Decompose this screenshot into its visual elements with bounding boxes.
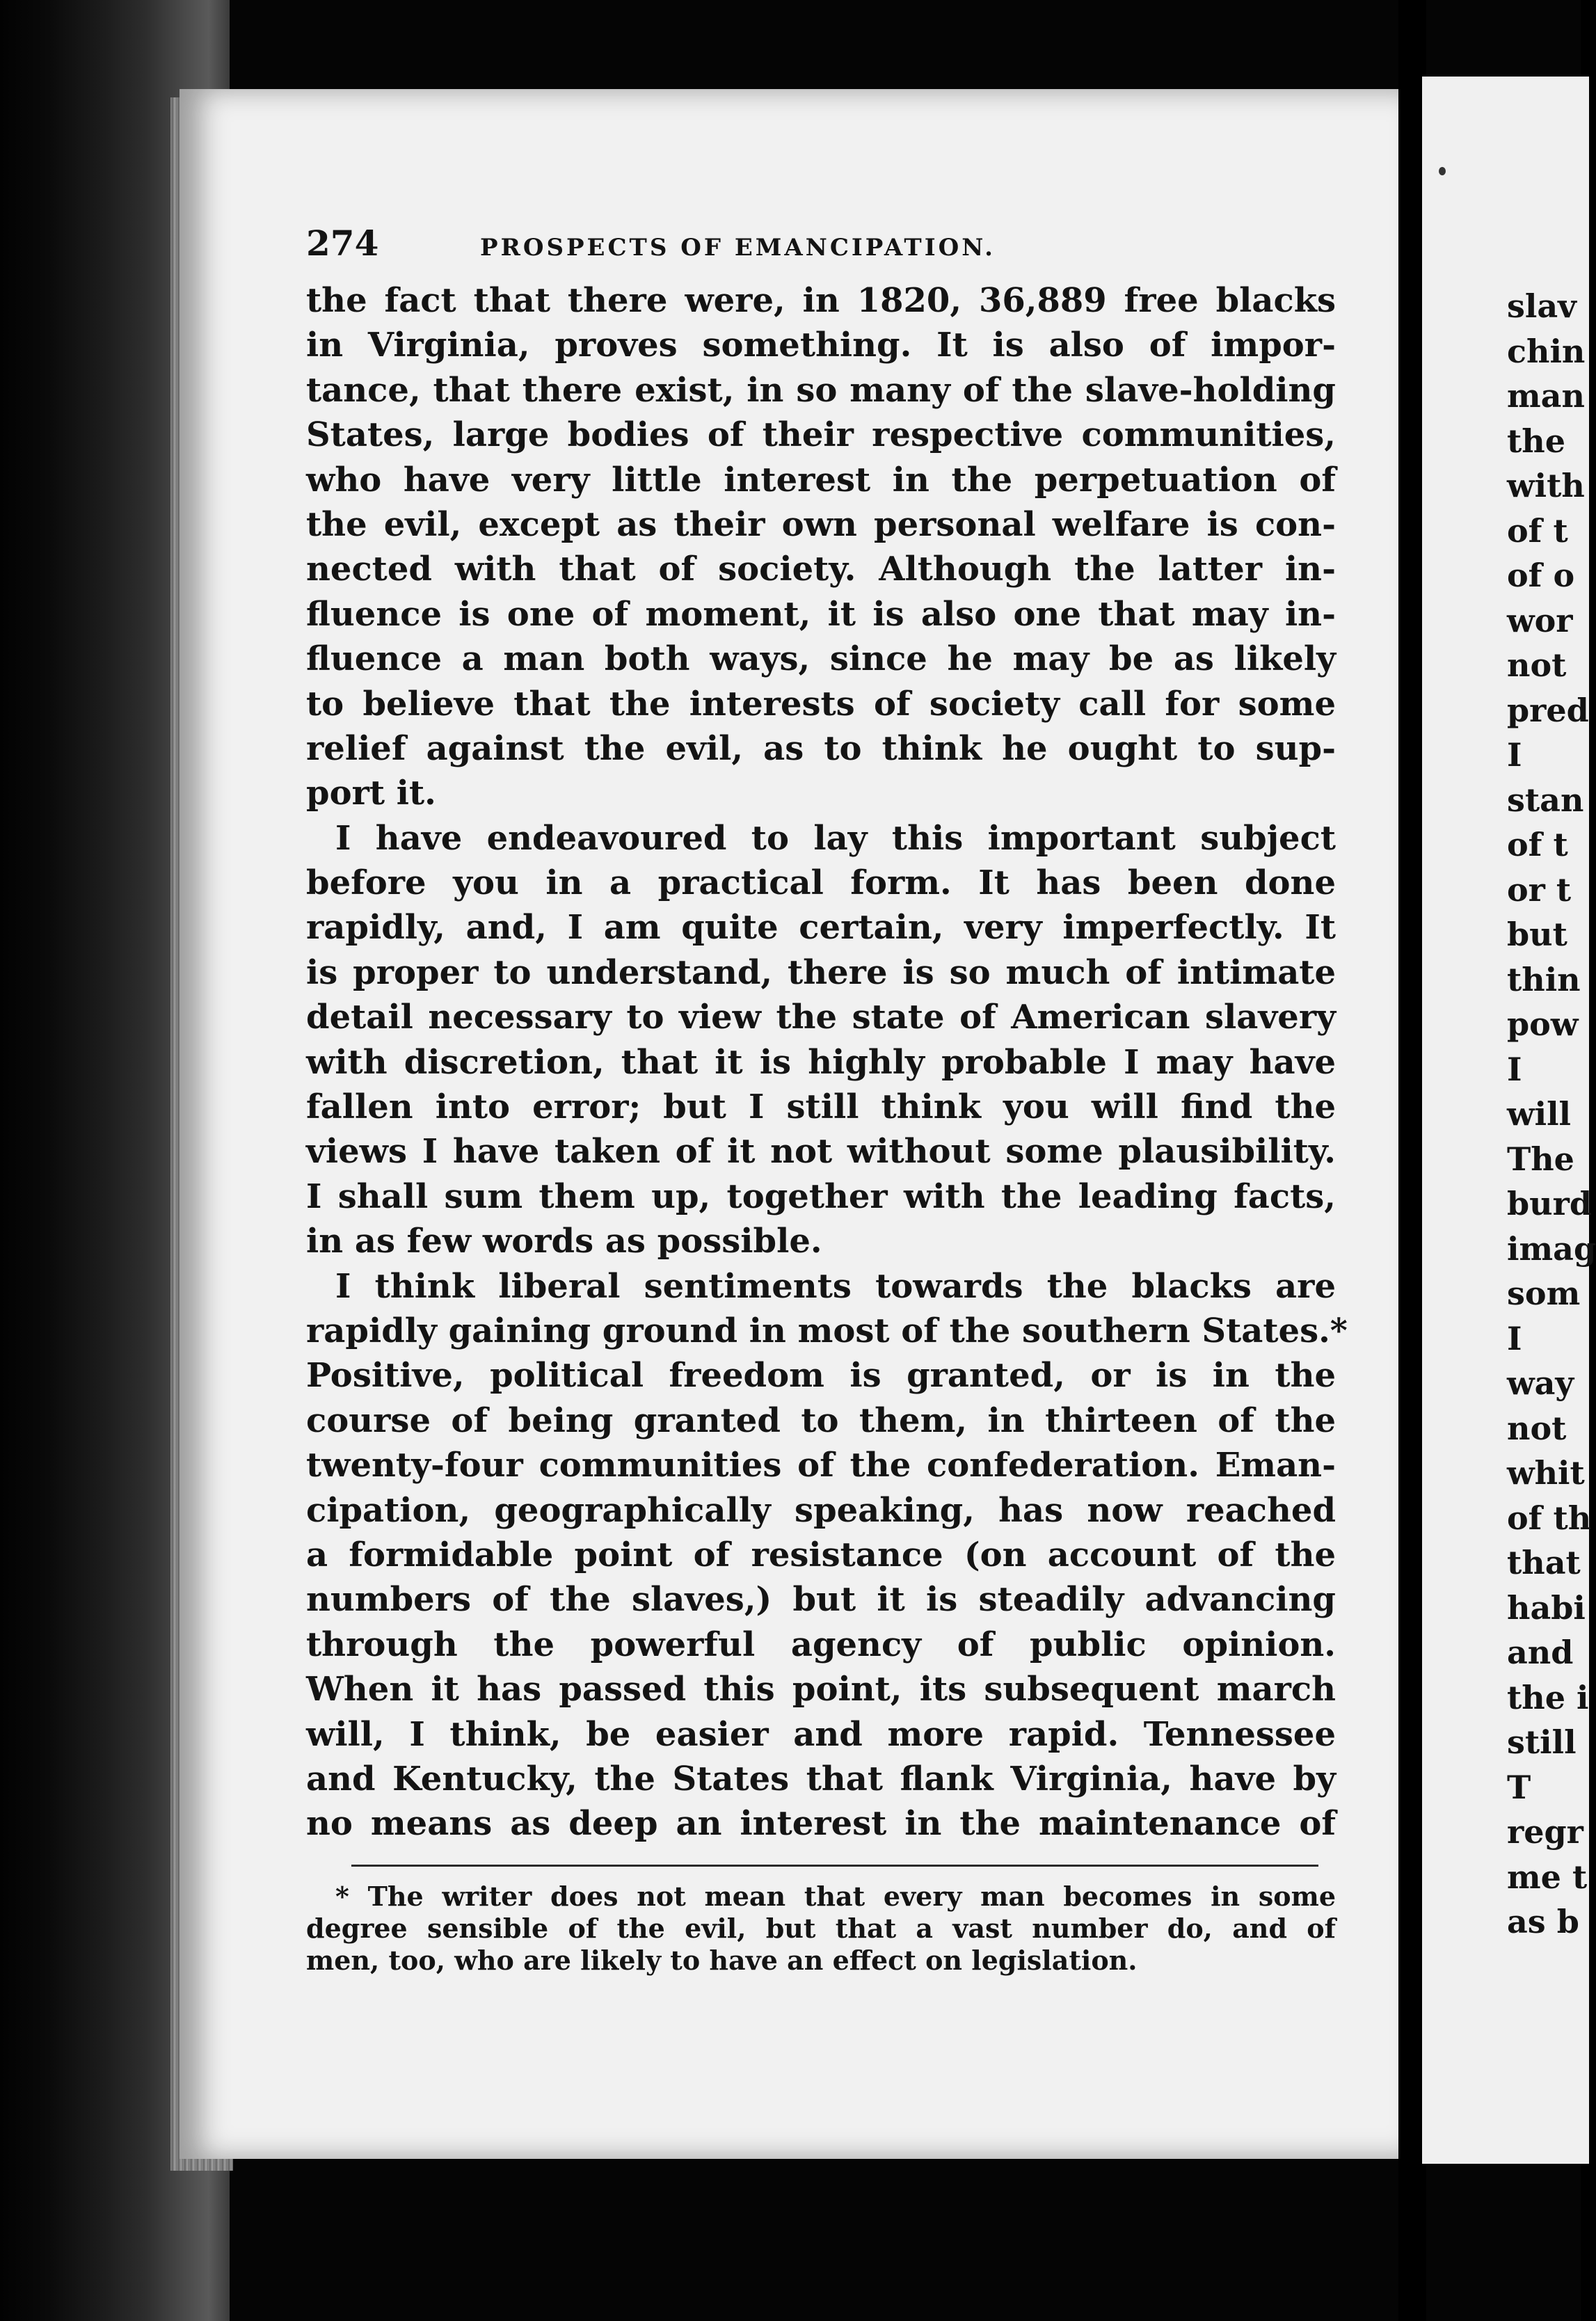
paragraph-start: I have endeavoured to lay this important subject [335, 818, 1336, 858]
text-line: Positive, political freedom is granted, or is in the [306, 1356, 1336, 1396]
fragment-line: imag [1507, 1229, 1596, 1268]
fragment-line: I [1507, 1050, 1522, 1088]
text-line: fallen into error; but I still think you will find the [306, 1087, 1336, 1127]
text-line: no means as deep an interest in the maintenance of [306, 1804, 1336, 1844]
fragment-line: and [1507, 1634, 1574, 1671]
fragment-line: but [1507, 916, 1567, 953]
fragment-line: not [1507, 1409, 1567, 1447]
text-line: I shall sum them up, together with the leading facts, [306, 1177, 1336, 1216]
fragment-line: slav [1507, 287, 1577, 325]
fragment-line: of th [1507, 1499, 1592, 1537]
footnote [306, 1881, 1336, 1977]
fragment-line: me t [1507, 1858, 1588, 1896]
footnote-line: degree sensible of the evil, but that a vast number do, and of [306, 1912, 1336, 1944]
text-line: to believe that the interests of society call for some [306, 684, 1336, 724]
text-line: and Kentucky, the States that flank Virginia, have by [306, 1759, 1336, 1798]
text-line: is proper to understand, there is so much of intimate [306, 952, 1336, 992]
text-line: tance, that there exist, in so many of the slave-holding [306, 370, 1336, 410]
footnote-rule [351, 1865, 1318, 1867]
text-line: before you in a practical form. It has been done [306, 863, 1336, 903]
body-text [306, 278, 1348, 1847]
footnote-line: men, too, who are likely to have an effect on legislation. [306, 1944, 1138, 1976]
fragment-line: pow [1507, 1005, 1579, 1043]
fragment-line: man [1507, 377, 1585, 415]
fragment-line: the i [1507, 1678, 1589, 1716]
text-line: fluence is one of moment, it is also one that may in- [306, 594, 1336, 634]
text-line: detail necessary to view the state of American slavery [306, 998, 1336, 1037]
fragment-line: way [1507, 1364, 1574, 1402]
text-line: port it. [306, 774, 436, 813]
fragment-line: not [1507, 646, 1567, 684]
text-line: who have very little interest in the perpetuation of [306, 460, 1336, 500]
fragment-line: chin [1507, 332, 1586, 370]
text-line: rapidly gaining ground in most of the southern States.* [306, 1311, 1348, 1350]
fragment-line: habi [1507, 1588, 1586, 1627]
text-line: the evil, except as their own personal welfare is con- [306, 504, 1336, 544]
text-line: When it has passed this point, its subsequent march [306, 1670, 1336, 1709]
fragment-line: of o [1507, 557, 1575, 594]
text-line: rapidly, and, I am quite certain, very imperfectly. It [306, 908, 1336, 948]
fragment-line: pred [1507, 691, 1589, 729]
text-line: a formidable point of resistance (on account of the [306, 1535, 1336, 1574]
fragment-line: that [1507, 1544, 1581, 1581]
fragment-line: wor [1507, 601, 1573, 639]
ink-speck [1439, 167, 1446, 175]
fragment-line: som [1507, 1275, 1581, 1312]
fragment-line: The [1507, 1140, 1574, 1178]
left-page-text [306, 223, 1348, 1977]
fragment-line: whit [1507, 1454, 1585, 1492]
text-line: will, I think, be easier and more rapid. Tennessee [306, 1714, 1336, 1754]
fragment-line: T [1507, 1768, 1531, 1806]
text-line: cipation, geographically speaking, has now reached [306, 1490, 1336, 1530]
text-line: numbers of the slaves,) but it is steadily advancing [306, 1580, 1336, 1620]
footnote-line: * The writer does not mean that every man becomes in some [335, 1880, 1336, 1912]
running-head: PROSPECTS OF EMANCIPATION. [480, 234, 996, 262]
fragment-line: burd [1507, 1185, 1593, 1222]
right-page-fragment [1507, 284, 1596, 1945]
fragment-line: with [1507, 467, 1585, 504]
fragment-line: I [1507, 1319, 1522, 1357]
fragment-line: of t [1507, 511, 1568, 550]
page-number: 274 [306, 223, 379, 264]
paragraph-start: I think liberal sentiments towards the blacks are [335, 1266, 1336, 1306]
fragment-line: stan [1507, 781, 1584, 819]
text-line: fluence a man both ways, since he may be as likely [306, 639, 1336, 679]
text-line: in as few words as possible. [306, 1222, 822, 1261]
text-line: twenty-four communities of the confederation. Eman- [306, 1446, 1336, 1485]
text-line: through the powerful agency of public opinion. [306, 1625, 1336, 1664]
fragment-line: or t [1507, 870, 1572, 909]
text-line: nected with that of society. Although the latter in- [306, 550, 1336, 589]
page-header [306, 223, 1336, 278]
text-line: States, large bodies of their respective communities, [306, 415, 1336, 455]
fragment-line: thin [1507, 960, 1581, 998]
fragment-line: I [1507, 736, 1522, 774]
text-line: in Virginia, proves something. It is also of impor- [306, 326, 1336, 365]
fragment-line: the [1507, 422, 1565, 460]
fragment-line: as b [1507, 1903, 1579, 1940]
text-line: the fact that there were, in 1820, 36,889 free blacks [306, 281, 1336, 320]
fragment-line: will [1507, 1095, 1572, 1133]
text-line: with discretion, that it is highly probable I may have [306, 1042, 1336, 1082]
text-line: course of being granted to them, in thirteen of the [306, 1401, 1336, 1440]
text-line: views I have taken of it not without some plausibility. [306, 1132, 1336, 1172]
text-line: relief against the evil, as to think he ought to sup- [306, 728, 1336, 768]
fragment-line: still [1507, 1723, 1577, 1761]
fragment-line: of t [1507, 826, 1568, 863]
fragment-line: regr [1507, 1813, 1583, 1851]
